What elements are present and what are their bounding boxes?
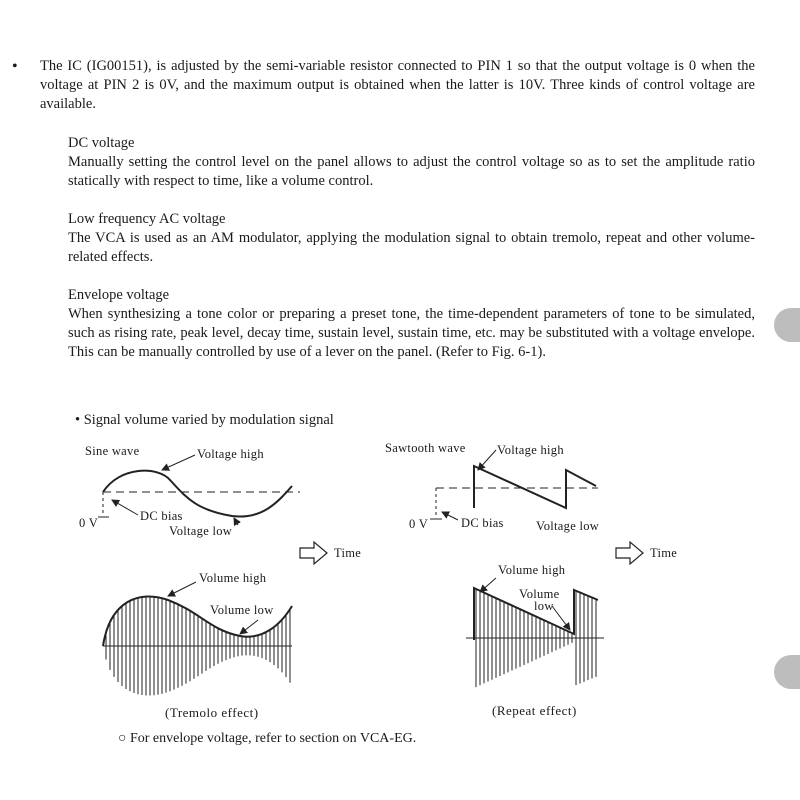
sine-voltage-low-label: Voltage low bbox=[169, 524, 233, 538]
section-body: The VCA is used as an AM modulator, applying the modulation signal to obtain tremolo, repeat and other volume-related effects. bbox=[68, 230, 755, 265]
saw-dc-bias-label: DC bias bbox=[461, 516, 504, 530]
saw-voltage-high-label: Voltage high bbox=[497, 443, 564, 457]
time-label-left: Time bbox=[334, 546, 362, 560]
sawtooth-curve bbox=[474, 466, 596, 508]
tremolo-caption: (Tremolo effect) bbox=[165, 705, 259, 720]
footnote: ○ For envelope voltage, refer to section on VCA-EG. bbox=[118, 731, 417, 746]
sine-wave-label: Sine wave bbox=[85, 444, 140, 458]
punch-hole bbox=[774, 655, 800, 689]
tremolo-volume-high-label: Volume high bbox=[199, 571, 267, 585]
intro-bullet: • bbox=[12, 58, 18, 75]
sine-wave-curve bbox=[103, 471, 292, 517]
bias-arrow bbox=[442, 512, 458, 520]
sine-voltage-high-label: Voltage high bbox=[197, 447, 264, 461]
low-arrow bbox=[234, 518, 238, 525]
time-arrow-left bbox=[300, 542, 327, 564]
bias-arrow bbox=[112, 500, 138, 515]
saw-voltage-low-label: Voltage low bbox=[536, 519, 600, 533]
high-arrow bbox=[162, 455, 195, 470]
high-arrow bbox=[478, 450, 496, 470]
figure-title: • Signal volume varied by modulation signal bbox=[75, 412, 334, 428]
repeat-volume-low-label-1: Volume bbox=[519, 587, 560, 601]
tremolo-volume-low-label: Volume low bbox=[210, 603, 274, 617]
section-heading: Envelope voltage bbox=[68, 287, 170, 303]
intro-paragraph: The IC (IG00151), is adjusted by the semi-variable resistor connected to PIN 1 so that the output voltage is 0 when the voltage at PIN 2 is 0V, and the maximum output is obtained when the latter is 10V. Three kinds of control voltage are available. bbox=[40, 58, 755, 112]
section-heading: DC voltage bbox=[68, 135, 135, 151]
section-heading: Low frequency AC voltage bbox=[68, 211, 226, 227]
section-body: Manually setting the control level on the panel allows to adjust the control voltage so as to set the amplitude ratio statically with respect to time, like a volume control. bbox=[68, 154, 755, 189]
time-arrow-right bbox=[616, 542, 643, 564]
saw-zero-volt-label: 0 V bbox=[409, 517, 429, 531]
time-label-right: Time bbox=[650, 546, 678, 560]
sawtooth-wave-label: Sawtooth wave bbox=[385, 441, 466, 455]
tremolo-diagram bbox=[103, 582, 292, 696]
punch-hole bbox=[774, 308, 800, 342]
sawtooth-wave-diagram bbox=[430, 450, 598, 520]
repeat-caption: (Repeat effect) bbox=[492, 703, 577, 718]
sine-wave-diagram bbox=[98, 455, 300, 525]
repeat-volume-low-label-2: low bbox=[534, 599, 554, 613]
sine-dc-bias-label: DC bias bbox=[140, 509, 183, 523]
section-body: When synthesizing a tone color or preparing a preset tone, the time-dependent parameters of tone to be simulated, such as rising rate, peak level, decay time, sustain level, sustain time, etc. may be substituted with a voltage envelope. This can be manually controlled by use of a lever on the panel. (Refer to Fig. 6-1). bbox=[68, 306, 755, 360]
sine-zero-volt-label: 0 V bbox=[79, 516, 99, 530]
repeat-volume-high-label: Volume high bbox=[498, 563, 566, 577]
